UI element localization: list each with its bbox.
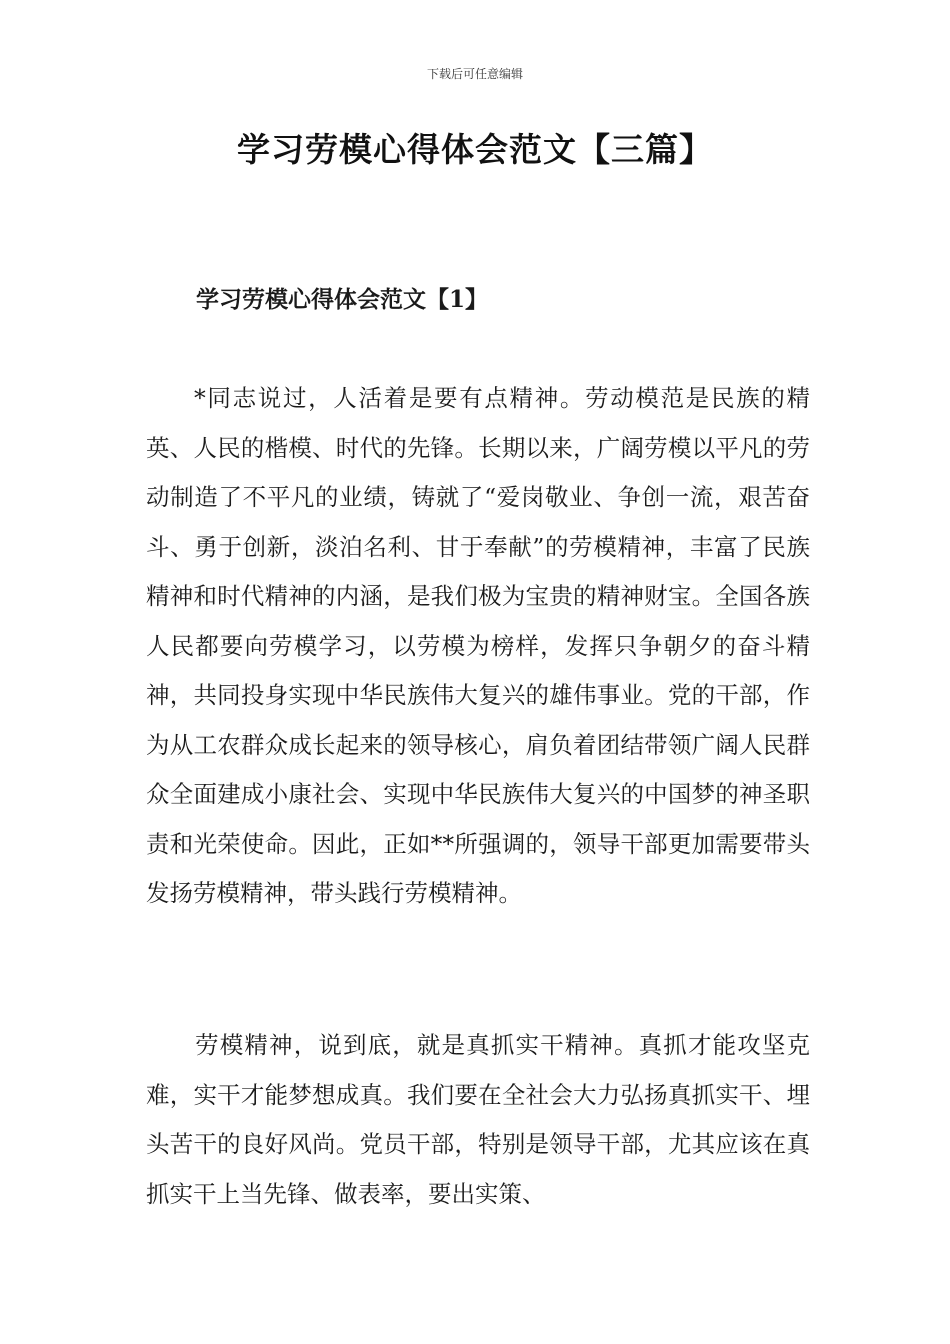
body-paragraph-1 <box>146 374 810 919</box>
document-title: 学习劳模心得体会范文【三篇】 <box>237 130 713 169</box>
header-note: 下载后可任意编辑 <box>426 67 523 81</box>
section-heading: 学习劳模心得体会范文【1】 <box>196 286 489 313</box>
body-paragraph-2 <box>146 1021 810 1219</box>
paragraph-text: 劳模精神，说到底，就是真抓实干精神。真抓才能攻坚克难，实干才能梦想成真。我们要在全社会大力弘扬真抓实干、埋头苦干的良好风尚。党员干部，特别是领导干部，尤其应该在真抓实干上当先锋、做表率，要出实策、 <box>146 1031 810 1208</box>
paragraph-text: *同志说过，人活着是要有点精神。劳动模范是民族的精英、人民的楷模、时代的先锋。长期以来，广阔劳模以平凡的劳动制造了不平凡的业绩，铸就了“爱岗敬业、争创一流，艰苦奋斗、勇于创新，淡泊名利、甘于奉献”的劳模精神，丰富了民族精神和时代精神的内涵，是我们极为宝贵的精神财宝。全国各族人民都要向劳模学习，以劳模为榜样，发挥只争朝夕的奋斗精神，共同投身实现中华民族伟大复兴的雄伟事业。党的干部，作为从工农群众成长起来的领导核心，肩负着团结带领广阔人民群众全面建成小康社会、实现中华民族伟大复兴的中国梦的神圣职责和光荣使命。因此，正如**所强调的，领导干部更加需要带头发扬劳模精神，带头践行劳模精神。 <box>146 384 810 907</box>
